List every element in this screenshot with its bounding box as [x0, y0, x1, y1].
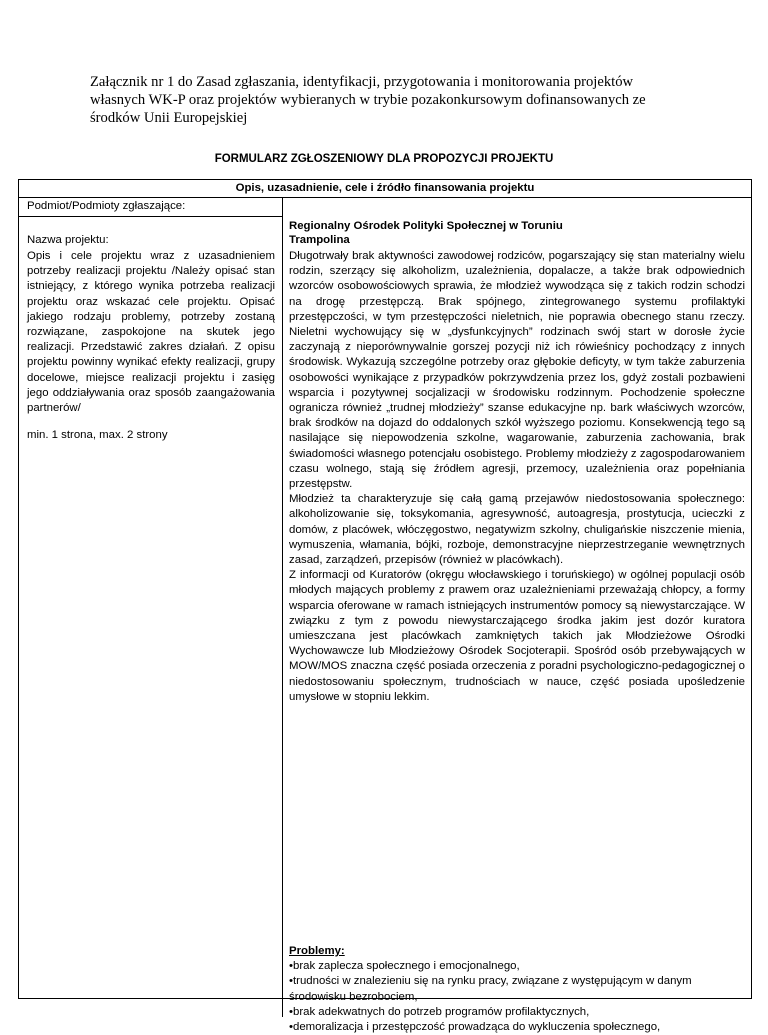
description-paragraph-1: Długotrwały brak aktywności zawodowej rodziców, pogarszający się stan materialny wielu rodzin, szerzący się alkoholizm, uzależnienia, dopalacze, a także brak odpowiednich wzorców osobowościowych sprawia, że młodzież wywodząca się z takich rodzin schodzi na drogę przestępczą. Brak spójnego, zintegrowanego systemu profilaktyki przestępczości, w tym przestępczości nieletnich, nie poprawia obecnego stanu rzeczy. Nieletni wychowujący się w „dysfunkcyjnych” rodzinach swój start w dorosłe życie zaczynają z nieporównywalnie gorszej pozycji niż ich rówieśnicy pochodzący z innych środowisk. Wykazują szczególne potrzeby oraz głębokie deficyty, w tym także zaburzenia osobowości wynikające z przypadków pokrzywdzenia przez los, gdyż zostali pozbawieni wsparcia i pozytywnej socjalizacji w środowisku rodzinnym. Pochodzenie społeczne ogranicza również „trudnej młodzieży” szanse edukacyjne np. bark właściwych wzorców, brak środków na dojazd do oddalonych szkół wyższego poziomu. Konsekwencją tego są nasilające się niepowodzenia szkolne, wagarowanie, zaburzenia zachowania, brak świadomości własnego potencjału osobistego. Problemy młodzieży z zagospodarowaniem czasu wolnego, stają się źródłem agresji, przemocy, uzależnienia oraz popełniania przestępstw.	[289, 250, 745, 491]
project-name-value: Trampolina	[289, 234, 350, 246]
annex-text: Załącznik nr 1 do Zasad zgłaszania, identyfikacji, przygotowania i monitorowania projektów własnych WK-P oraz projektów wybieranych w trybie pozakonkursowym dofinansowanych ze środków Unii Europejskiej	[90, 74, 646, 126]
row-divider	[19, 216, 282, 217]
project-form-table	[18, 179, 752, 1034]
submitters-value: Regionalny Ośrodek Polityki Społecznej w Toruniu	[289, 220, 563, 232]
project-name-label: Nazwa projektu:	[27, 234, 109, 246]
description-body	[289, 249, 745, 705]
description-paragraph-2: Młodzież ta charakteryzuje się całą gamą przejawów niedostosowania społecznego: alkoholizowanie się, toksykomania, agresywność, autoagresja, prostytucja, ucieczki z domów, z placówek, włóczęgostwo, negatywizm szkolny, chuligańskie niszczenie mienia, wymuszenia, włamania, bójki, rozboje, demonstracyjne nieprzestrzeganie wewnętrznych zasad, zarządzeń, przepisów (również w placówkach).	[289, 493, 745, 567]
description-label	[27, 249, 275, 416]
list-item: •brak adekwatnych do potrzeb programów profilaktycznych,	[289, 1005, 590, 1018]
list-item: •demoralizacja i przestępczość prowadząca do wykluczenia społecznego,	[289, 1021, 661, 1034]
submitters-label: Podmiot/Podmioty zgłaszające:	[27, 200, 186, 212]
description-paragraph-3: Z informacji od Kuratorów (okręgu włocławskiego i toruńskiego) w ogólnej populacji osób młodych mających problemy z prawem oraz uzależnieniami przeważają chłopcy, a formy wsparcia oferowane w ramach istniejących instrumentów pomocy są niewystarczające. W związku z tym z powodu niewystarczającego środka jakim jest dozór kuratora umieszczana jest placówkach zamkniętych takich jak Młodzieżowe Ośrodki Wychowawcze lub Młodzieżowy Ośrodek Socjoterapii. Spośród osób przebywających w MOW/MOS znaczna część posiada orzeczenia z poradni psychologiczno-pedagogicznej o niedostosowaniu społecznym, trudnościach w nauce, część posiada upośledzenie umysłowe w stopniu lekkim.	[289, 569, 745, 703]
list-item: •trudności w znalezieniu się na rynku pracy, związane z występującym w danym środowisku bezrobociem,	[289, 975, 692, 1003]
description-label-text: Opis i cele projektu wraz z uzasadnieniem potrzeby realizacji projektu /Należy opisać stan istniejący, z którego wynika potrzeba realizacji projektu oraz wskazać cele projektu. Opisać jakiego rodzaju problemy, potrzeby zostaną rozwiązane, zaspokojone na skutek jego realizacji. Przedstawić zakres działań. Z opisu projektu powinny wynikać efekty realizacji, grupy docelowe, miejsce realizacji projektu i zasięg jego oddziaływania oraz sposób zaangażowania partnerów/	[27, 250, 275, 415]
column-divider	[282, 197, 283, 1017]
section-heading: Opis, uzasadnienie, cele i źródło finansowania projektu	[19, 180, 751, 198]
annex-header	[90, 73, 690, 127]
form-title: FORMULARZ ZGŁOSZENIOWY DLA PROPOZYCJI PROJEKTU	[214, 153, 554, 165]
length-note: min. 1 strona, max. 2 strony	[27, 429, 168, 441]
problems-heading: Problemy:	[289, 945, 345, 957]
problems-section	[289, 944, 745, 1035]
list-item: •brak zaplecza społecznego i emocjonalnego,	[289, 960, 520, 973]
